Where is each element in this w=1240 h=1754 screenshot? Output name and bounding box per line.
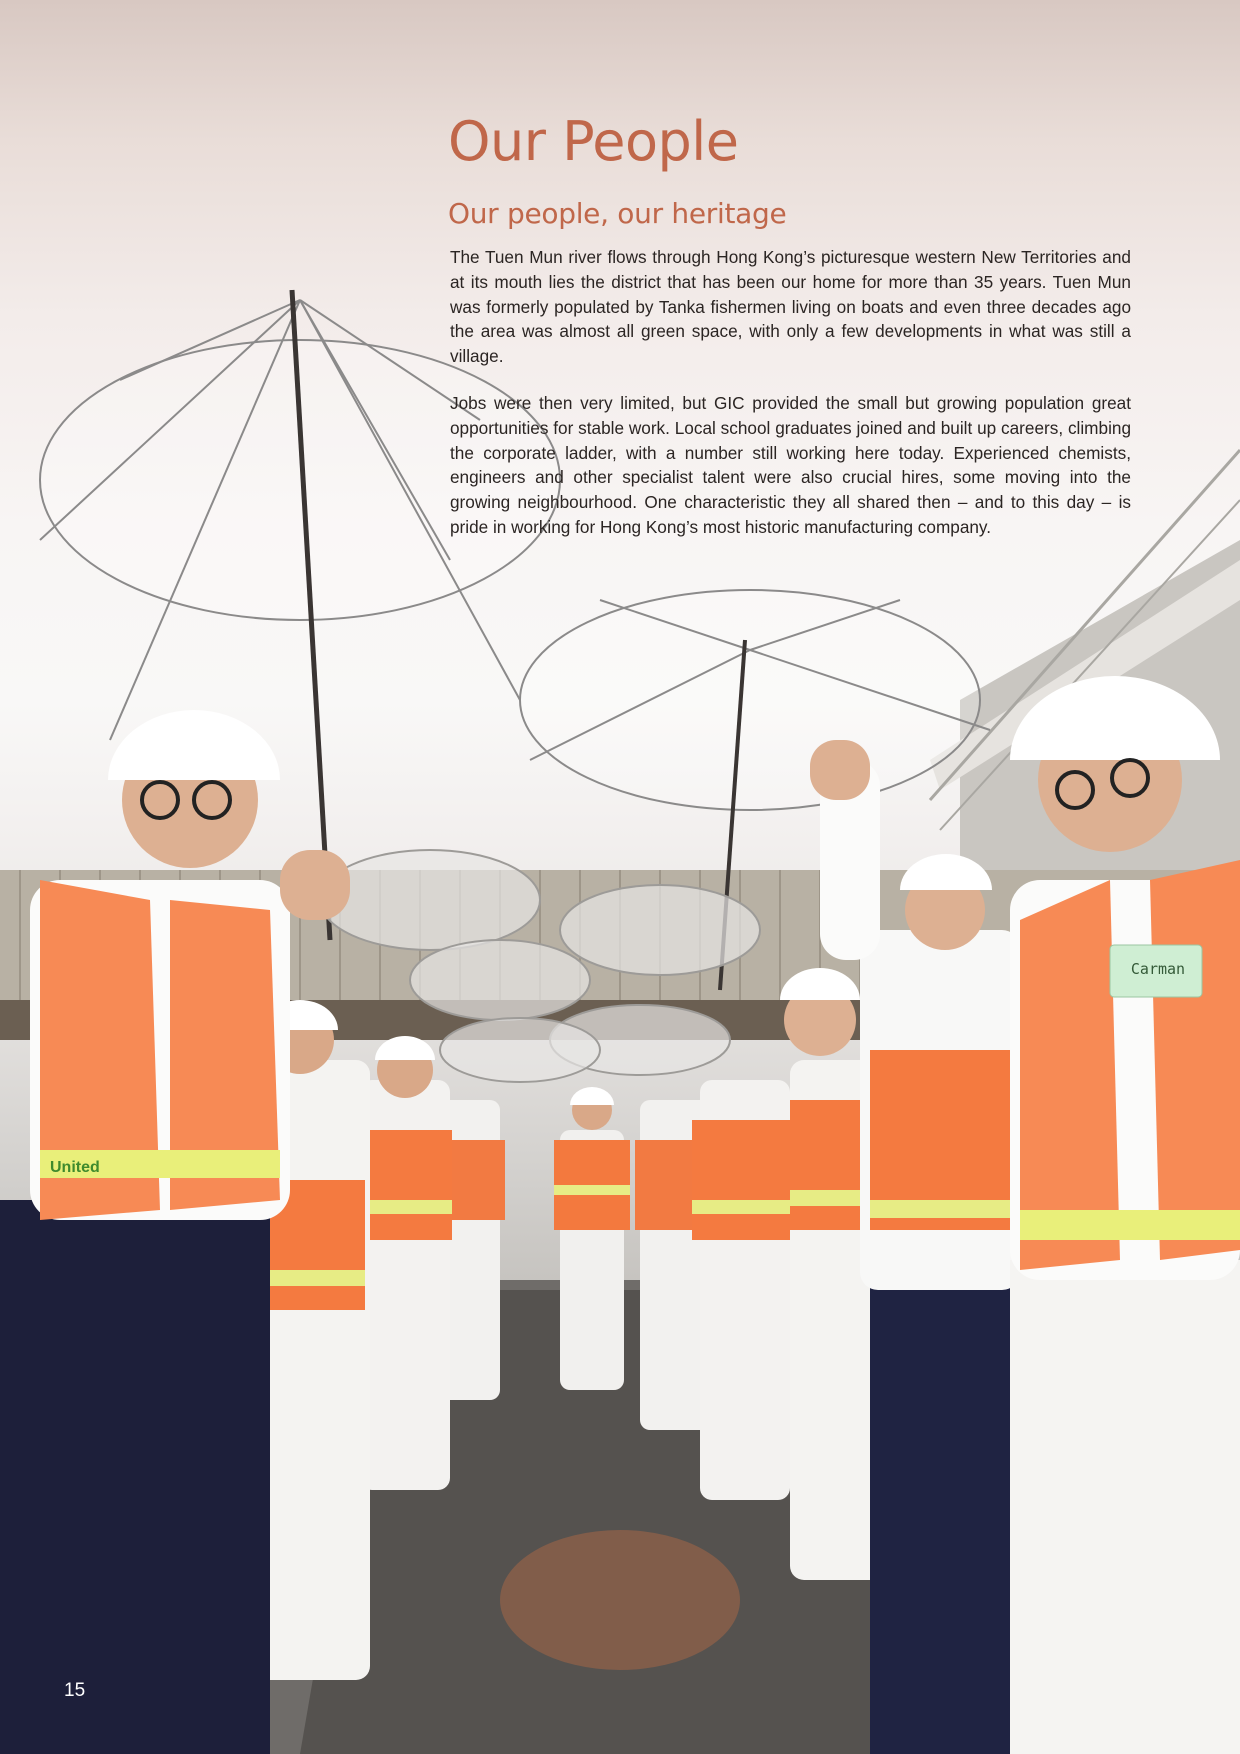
svg-text:United: United xyxy=(50,1159,100,1176)
body-paragraph-2: Jobs were then very limited, but GIC provided the small but growing population great opportunities for stable work. Local school graduates joined and built up careers, climbing the corporate ladder, with a number still working here today. Experienced chemists, engineers and other specialist talent were also crucial hires, some moving into the growing neighbourhood. One characteristic they all shared then – and to this day – is pride in working for Hong Kong’s most historic manufacturing company. xyxy=(450,392,1131,537)
section-subtitle: Our people, our heritage xyxy=(448,197,787,230)
page-title: Our People xyxy=(448,110,739,173)
name-badge-label: Carman xyxy=(1130,960,1186,978)
worker-centre xyxy=(554,1087,630,1390)
page-number: 15 xyxy=(64,1680,86,1701)
body-paragraph-1: The Tuen Mun river flows through Hong Kong’s picturesque western New Territories and at its mouth lies the district that has been our home for more than 35 years. Tuen Mun was formerly populated by Tanka fishermen living on boats and even three decades ago the area was almost all green space, with only a few developments in what was still a village. xyxy=(450,247,1131,367)
umbrella-right xyxy=(520,590,990,810)
article xyxy=(448,105,1131,562)
